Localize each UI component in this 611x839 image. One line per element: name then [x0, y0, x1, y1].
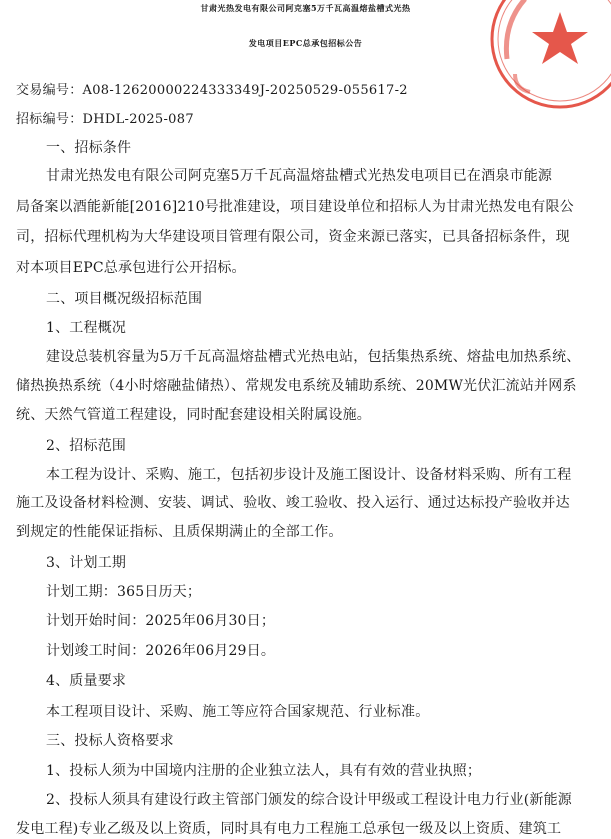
title-line-1: 甘肃光热发电有限公司阿克塞5万千瓦高温熔盐槽式光热	[200, 3, 411, 13]
schedule-start: 计划开始时间：2025年06月30日；	[46, 613, 276, 629]
paragraph-line: 建设总装机容量为5万千瓦高温熔盐槽式光热电站，包括集热系统、熔盐电加热系统、	[46, 349, 581, 365]
section-2-heading: 二、项目概况级招标范围	[46, 291, 203, 307]
paragraph-line: 1、投标人须为中国境内注册的企业独立法人，具有有效的营业执照；	[46, 763, 482, 779]
paragraph-line: 本工程为设计、采购、施工，包括初步设计及施工图设计、设备材料采购、所有工程	[46, 467, 572, 483]
bid-number: 招标编号：DHDL-2025-087	[16, 112, 194, 127]
subsection-heading: 4、质量要求	[46, 673, 127, 689]
paragraph-line: 2、投标人须具有建设行政主管部门颁发的综合设计甲级或工程设计电力行业(新能源	[46, 792, 572, 808]
paragraph-line: 到规定的性能保证指标、且质保期满止的全部工作。	[16, 524, 343, 540]
paragraph-line: 对本项目EPC总承包进行公开招标。	[16, 260, 246, 276]
paragraph-line: 施工及设备材料检测、安装、调试、验收、竣工验收、投入运行、通过达标投产验收并达	[16, 495, 570, 511]
title-line-2: 发电项目EPC总承包招标公告	[248, 38, 363, 48]
paragraph-line: 发电工程)专业乙级及以上资质，同时具有电力工程施工总承包一级及以上资质、建筑工	[16, 821, 562, 837]
schedule-end: 计划竣工时间：2026年06月29日。	[46, 643, 276, 659]
official-seal-stamp	[485, 0, 611, 114]
paragraph-line: 本工程项目设计、采购、施工等应符合国家规范、行业标准。	[46, 704, 430, 720]
section-3-heading: 三、投标人资格要求	[46, 733, 174, 749]
trade-number: 交易编号：A08-12620000224333349J-20250529-055617-2	[16, 83, 408, 98]
paragraph-line: 储热换热系统（4小时熔融盐储热）、常规发电系统及辅助系统、20MW光伏汇流站并网系	[16, 378, 577, 394]
subsection-heading: 2、招标范围	[46, 438, 127, 454]
paragraph-line: 统、天然气管道工程建设，同时配套建设相关附属设施。	[16, 407, 371, 423]
schedule-duration: 计划工期：365日历天；	[46, 584, 202, 600]
subsection-heading: 1、工程概况	[46, 320, 127, 336]
subsection-heading: 3、计划工期	[46, 555, 127, 571]
paragraph-line: 局备案以酒能新能[2016]210号批准建设，项目建设单位和招标人为甘肃光热发电有限公	[16, 199, 574, 215]
paragraph-line: 甘肃光热发电有限公司阿克塞5万千瓦高温熔盐槽式光热发电项目已在酒泉市能源	[46, 168, 553, 184]
section-1-heading: 一、招标条件	[46, 140, 132, 156]
paragraph-line: 司，招标代理机构为大华建设项目管理有限公司，资金来源已落实，已具备招标条件，现	[16, 229, 570, 245]
